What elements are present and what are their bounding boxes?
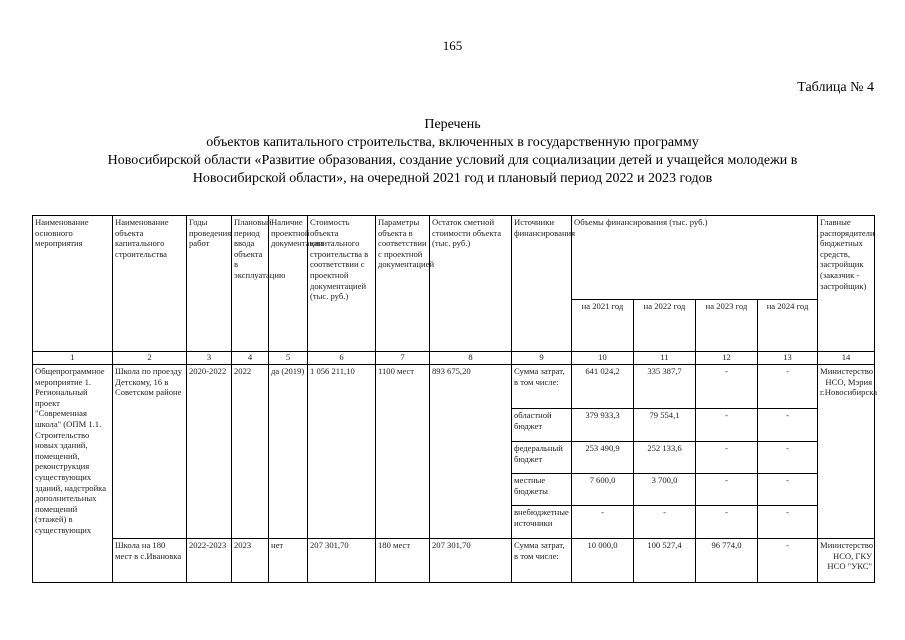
column-number: 10	[572, 352, 634, 365]
object-params-cell: 180 мест	[376, 539, 430, 583]
column-number: 7	[376, 352, 430, 365]
funding-source-cell: федеральный бюджет	[512, 442, 572, 474]
page-number: 165	[442, 38, 463, 53]
value-2022-cell: 335 387,7	[634, 365, 696, 409]
header-years: Годы проведения работ	[187, 216, 232, 352]
value-2022-cell: 252 133,6	[634, 442, 696, 474]
title-line: Перечень	[424, 117, 481, 132]
years-cell: 2020-2022	[187, 365, 232, 539]
header-year-2023: на 2023 год	[696, 300, 758, 352]
design-docs-cell: да (2019)	[269, 365, 308, 539]
header-row	[33, 216, 875, 300]
value-2021-cell: 641 024,2	[572, 365, 634, 409]
header-design-docs: Наличие проектной документации	[269, 216, 308, 352]
funding-source-cell: областной бюджет	[512, 409, 572, 442]
header-year-2022: на 2022 год	[634, 300, 696, 352]
header-object-params: Параметры объекта в соответствии с проектной документацией	[376, 216, 430, 352]
capital-objects-table	[32, 215, 878, 583]
value-2021-cell: 253 490,9	[572, 442, 634, 474]
value-2022-cell: -	[634, 506, 696, 539]
header-object-name: Наименование объекта капитального строительства	[113, 216, 187, 352]
value-2023-cell: -	[696, 506, 758, 539]
remaining-cost-cell: 207 301,70	[430, 539, 512, 583]
value-2023-cell: -	[696, 442, 758, 474]
header-funding-sources: Источники финансирования	[512, 216, 572, 352]
object-name-cell: Школа по проезду Детскому, 16 в Советском районе	[113, 365, 187, 539]
value-2023-cell: -	[696, 365, 758, 409]
header-budget-managers: Главные распорядители бюджетных средств, застройщик (заказчик - застройщик)	[818, 216, 875, 352]
header-object-cost: Стоимость объекта капитального строительства в соответствии с проектной документацией (тыс. руб.)	[308, 216, 376, 352]
funding-source-cell: внебюджетные источники	[512, 506, 572, 539]
header-year-2024: на 2024 год	[758, 300, 818, 352]
value-2024-cell: -	[758, 442, 818, 474]
value-2024-cell: -	[758, 474, 818, 506]
budget-manager-cell: Министерство НСО, ГКУ НСО "УКС"	[818, 539, 875, 583]
title-line: объектов капитального строительства, включенных в государственную программу	[206, 135, 699, 150]
remaining-cost-cell: 893 675,20	[430, 365, 512, 539]
column-number: 4	[232, 352, 269, 365]
header-remaining-cost: Остаток сметной стоимости объекта (тыс. руб.)	[430, 216, 512, 352]
funding-source-cell: местные бюджеты	[512, 474, 572, 506]
document-title	[0, 116, 905, 188]
table-number: Таблица № 4	[797, 80, 874, 95]
object-cost-cell: 1 056 211,10	[308, 365, 376, 539]
value-2024-cell: -	[758, 506, 818, 539]
object-cost-cell: 207 301,70	[308, 539, 376, 583]
object-name-cell: Школа на 180 мест в с.Ивановка	[113, 539, 187, 583]
header-funding-volumes: Объемы финансирования (тыс. руб.)	[572, 216, 818, 300]
value-2024-cell: -	[758, 539, 818, 583]
column-number: 6	[308, 352, 376, 365]
design-docs-cell: нет	[269, 539, 308, 583]
column-number-row	[33, 352, 875, 365]
table-row	[33, 539, 875, 583]
table-row	[33, 365, 875, 409]
object-params-cell: 1100 мест	[376, 365, 430, 539]
value-2024-cell: -	[758, 409, 818, 442]
value-2021-cell: 379 933,3	[572, 409, 634, 442]
column-number: 13	[758, 352, 818, 365]
header-year-2021: на 2021 год	[572, 300, 634, 352]
column-number: 14	[818, 352, 875, 365]
value-2023-cell: -	[696, 409, 758, 442]
column-number: 11	[634, 352, 696, 365]
column-number: 2	[113, 352, 187, 365]
funding-source-cell: Сумма затрат, в том числе:	[512, 365, 572, 409]
value-2022-cell: 79 554,1	[634, 409, 696, 442]
commission-cell: 2022	[232, 365, 269, 539]
column-number: 9	[512, 352, 572, 365]
column-number: 3	[187, 352, 232, 365]
column-number: 8	[430, 352, 512, 365]
commission-cell: 2023	[232, 539, 269, 583]
header-main-event: Наименование основного мероприятия	[33, 216, 113, 352]
main-event-cell: Общепрограммное мероприятие 1. Региональный проект "Современная школа" (ОПМ 1.1. Строительство новых зданий, помещений, реконструкция существующих зданий, надстройка дополнительных помещений (этажей) в существующих	[33, 365, 113, 583]
funding-source-cell: Сумма затрат, в том числе:	[512, 539, 572, 583]
column-number: 1	[33, 352, 113, 365]
value-2021-cell: 7 600,0	[572, 474, 634, 506]
value-2024-cell: -	[758, 365, 818, 409]
budget-manager-cell: Министерство НСО, Мэрия г.Новосибирска	[818, 365, 875, 539]
title-line: Новосибирской области», на очередной 2021 год и плановый период 2022 и 2023 годов	[192, 171, 713, 186]
value-2023-cell: 96 774,0	[696, 539, 758, 583]
header-commission-period: Плановый период ввода объекта в эксплуатацию	[232, 216, 269, 352]
title-line: Новосибирской области «Развитие образования, создание условий для социализации детей и учащейся молодежи в	[107, 153, 798, 168]
column-number: 12	[696, 352, 758, 365]
value-2021-cell: 10 000,0	[572, 539, 634, 583]
value-2022-cell: 3 700,0	[634, 474, 696, 506]
years-cell: 2022-2023	[187, 539, 232, 583]
value-2021-cell: -	[572, 506, 634, 539]
column-number: 5	[269, 352, 308, 365]
value-2023-cell: -	[696, 474, 758, 506]
value-2022-cell: 100 527,4	[634, 539, 696, 583]
